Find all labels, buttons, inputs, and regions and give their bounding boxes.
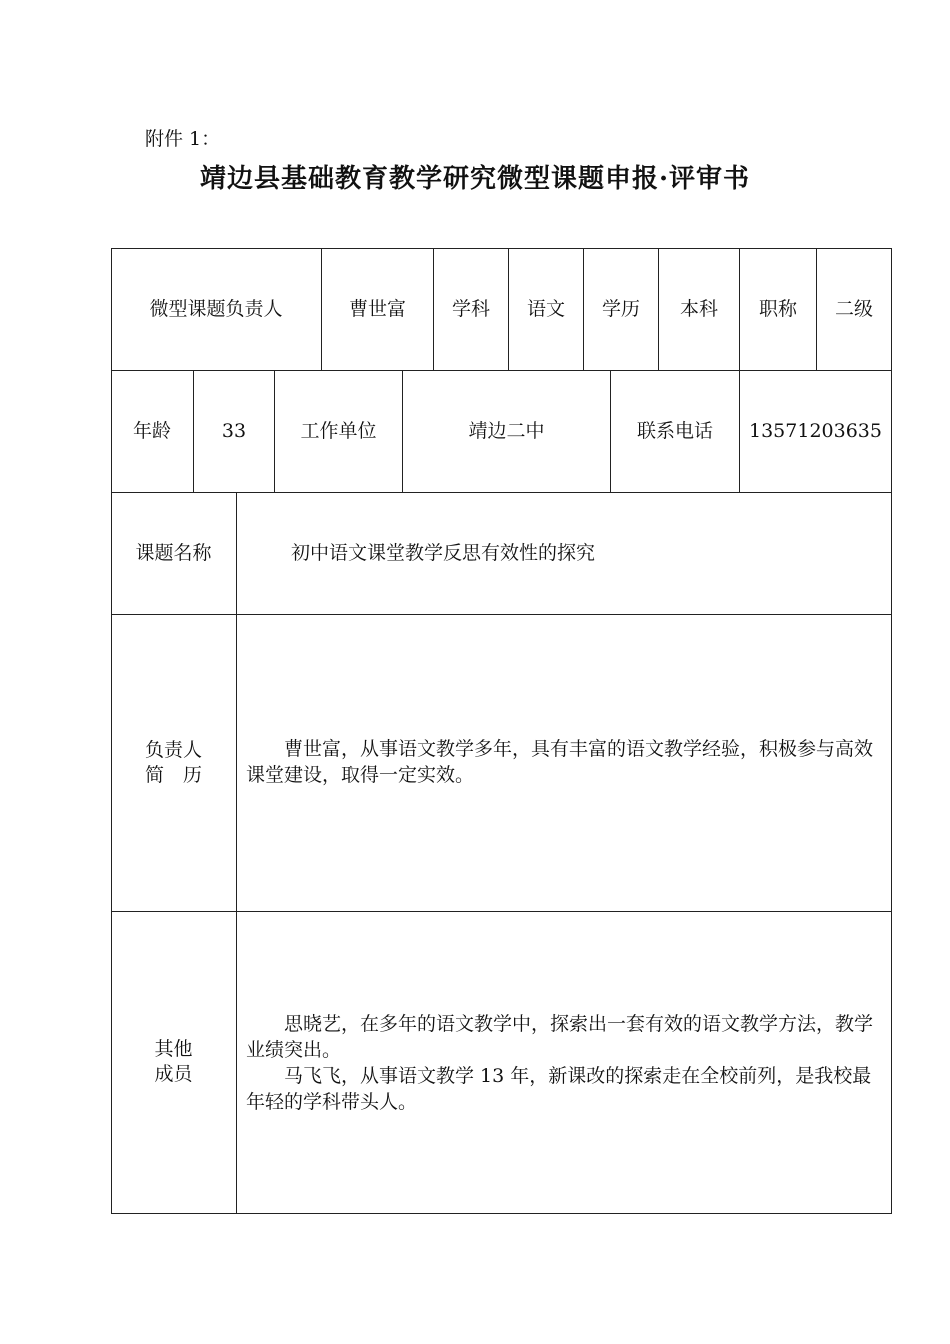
- phone-label: 联系电话: [636, 419, 713, 442]
- member-description: 思晓艺，在多年的语文教学中，探索出一套有效的语文教学方法，教学业绩突出。: [246, 1013, 874, 1061]
- members-label-line1: 其他: [154, 1038, 193, 1060]
- subject-label: 学科: [451, 297, 490, 320]
- phone-value: 13571203635: [749, 419, 882, 442]
- members-label: [111, 911, 236, 1213]
- col-divider: [236, 492, 237, 1214]
- work-unit-label: 工作单位: [300, 419, 377, 442]
- age-label: 年龄: [132, 419, 171, 442]
- education-value: 本科: [679, 297, 718, 320]
- resume-label-line1: 负责人: [144, 738, 202, 761]
- resume-text: 曹世富，从事语文教学多年，具有丰富的语文教学经验，积极参与高效课堂建设，取得一定实效。: [246, 738, 874, 786]
- members-label-line2: 成员: [154, 1063, 193, 1085]
- education-label: 学历: [601, 297, 640, 320]
- leader-label: 微型课题负责人: [149, 297, 283, 320]
- member-description: 马飞飞，从事语文教学 13 年，新课改的探索走在全校前列，是我校最年轻的学科带头人。: [246, 1065, 872, 1113]
- age-value: 33: [221, 419, 247, 442]
- professional-title-value: 二级: [834, 297, 873, 320]
- subject-value: 语文: [526, 297, 565, 320]
- topic-label: 课题名称: [135, 541, 212, 564]
- document-title: 靖边县基础教育教学研究微型课题申报·评审书: [199, 164, 751, 194]
- application-form-table: [111, 248, 892, 1214]
- topic-value: 初中语文课堂教学反思有效性的探究: [291, 541, 596, 564]
- attachment-label: 附件 1：: [145, 128, 221, 150]
- professional-title-label: 职称: [758, 297, 797, 320]
- resume-label: [111, 614, 236, 911]
- members-text-block: [246, 1011, 886, 1115]
- table-border-bottom: [111, 1213, 892, 1214]
- work-unit-value: 靖边二中: [468, 419, 545, 442]
- resume-text-block: [246, 736, 886, 788]
- leader-name: 曹世富: [348, 297, 406, 320]
- table-border-right: [891, 248, 892, 1214]
- resume-label-line2: 简 历: [144, 763, 202, 786]
